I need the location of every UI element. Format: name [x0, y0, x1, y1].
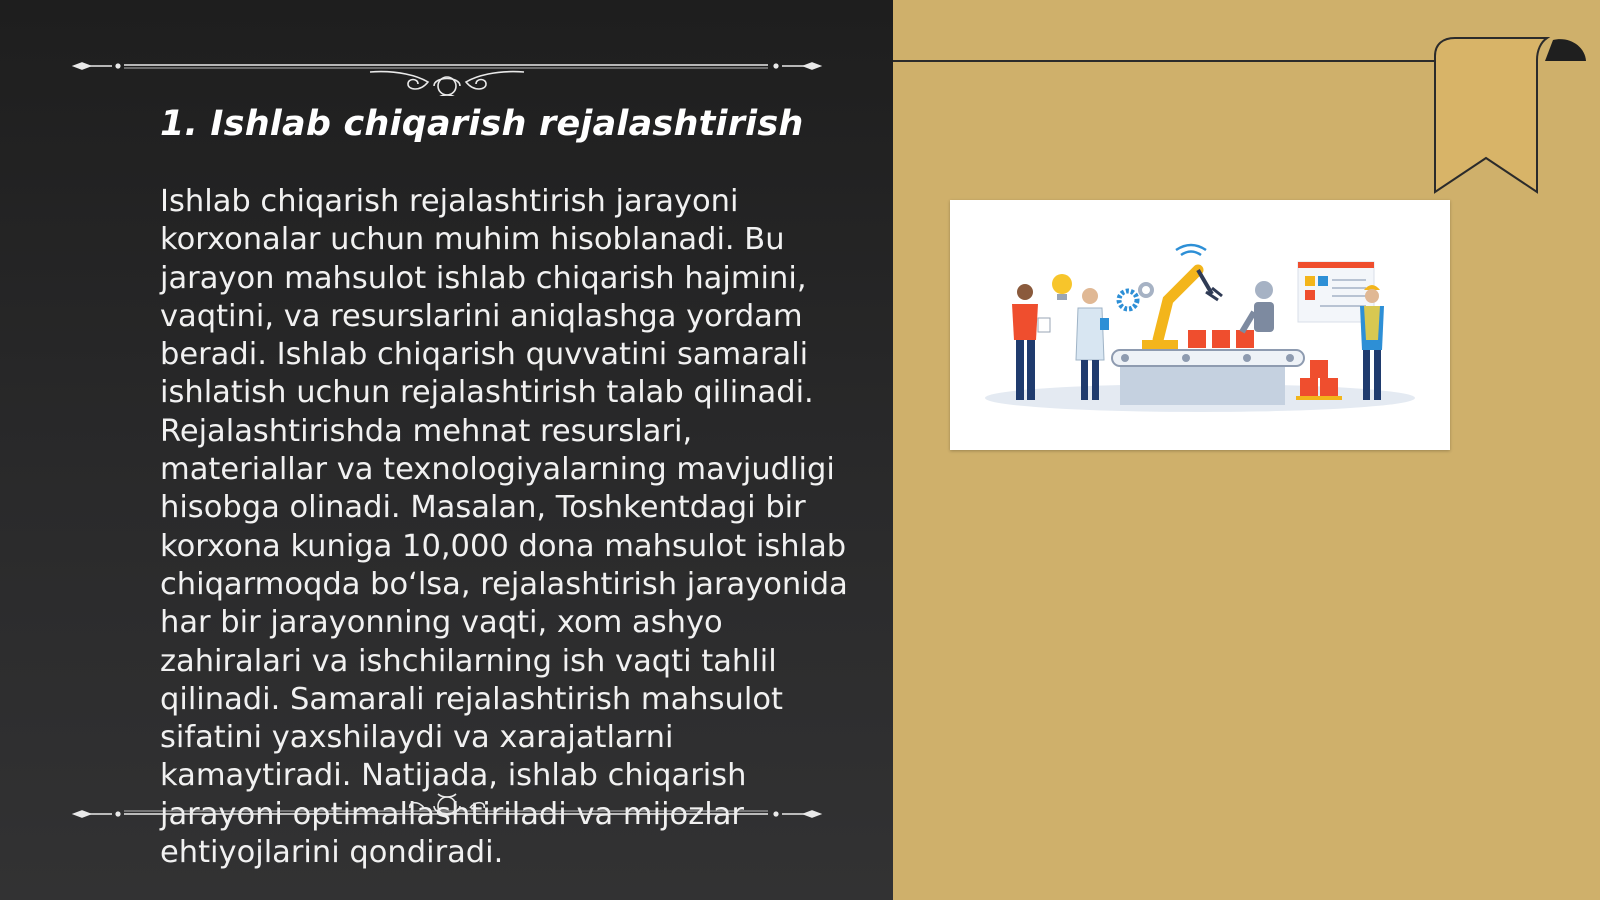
bookmark-ribbon-icon [1433, 34, 1593, 204]
factory-automation-illustration-icon [950, 200, 1450, 450]
factory-illustration-card [950, 200, 1450, 450]
top-rule-line [893, 60, 1438, 62]
ornamental-divider-top-icon [68, 36, 826, 96]
slide-title: 1. Ishlab chiqarish rejalashtirish [160, 104, 804, 144]
ornamental-divider-bottom-icon [68, 780, 826, 840]
slide-body-text: Ishlab chiqarish rejalashtirish jarayoni korxonalar uchun muhim hisoblanadi. Bu jarayon mahsulot ishlab chiqarish hajmini, vaqtini, va resurslarini aniqlashga yordam beradi. Ishlab chiqarish quvvatini samarali ishlatish uchun rejalashtirish talab qilinadi. Rejalashtirishda mehnat resurslari, materiallar va texnologiyalarning mavjudligi hisobga olinadi. Masalan, Toshkentdagi bir korxona kuniga 10,000 dona mahsulot ishlab chiqarmoqda boʻlsa, rejalashtirish jarayonida har bir jarayonning vaqti, xom ashyo zahiralari va ishchilarning ish vaqti tahlil qilinadi. Samarali rejalashtirish mahsulot sifatini yaxshilaydi va xarajatlarni kamaytiradi. Natijada, ishlab chiqarish jarayoni optimallashtiriladi va mijozlar ehtiyojlarini qondiradi. [160, 184, 848, 871]
